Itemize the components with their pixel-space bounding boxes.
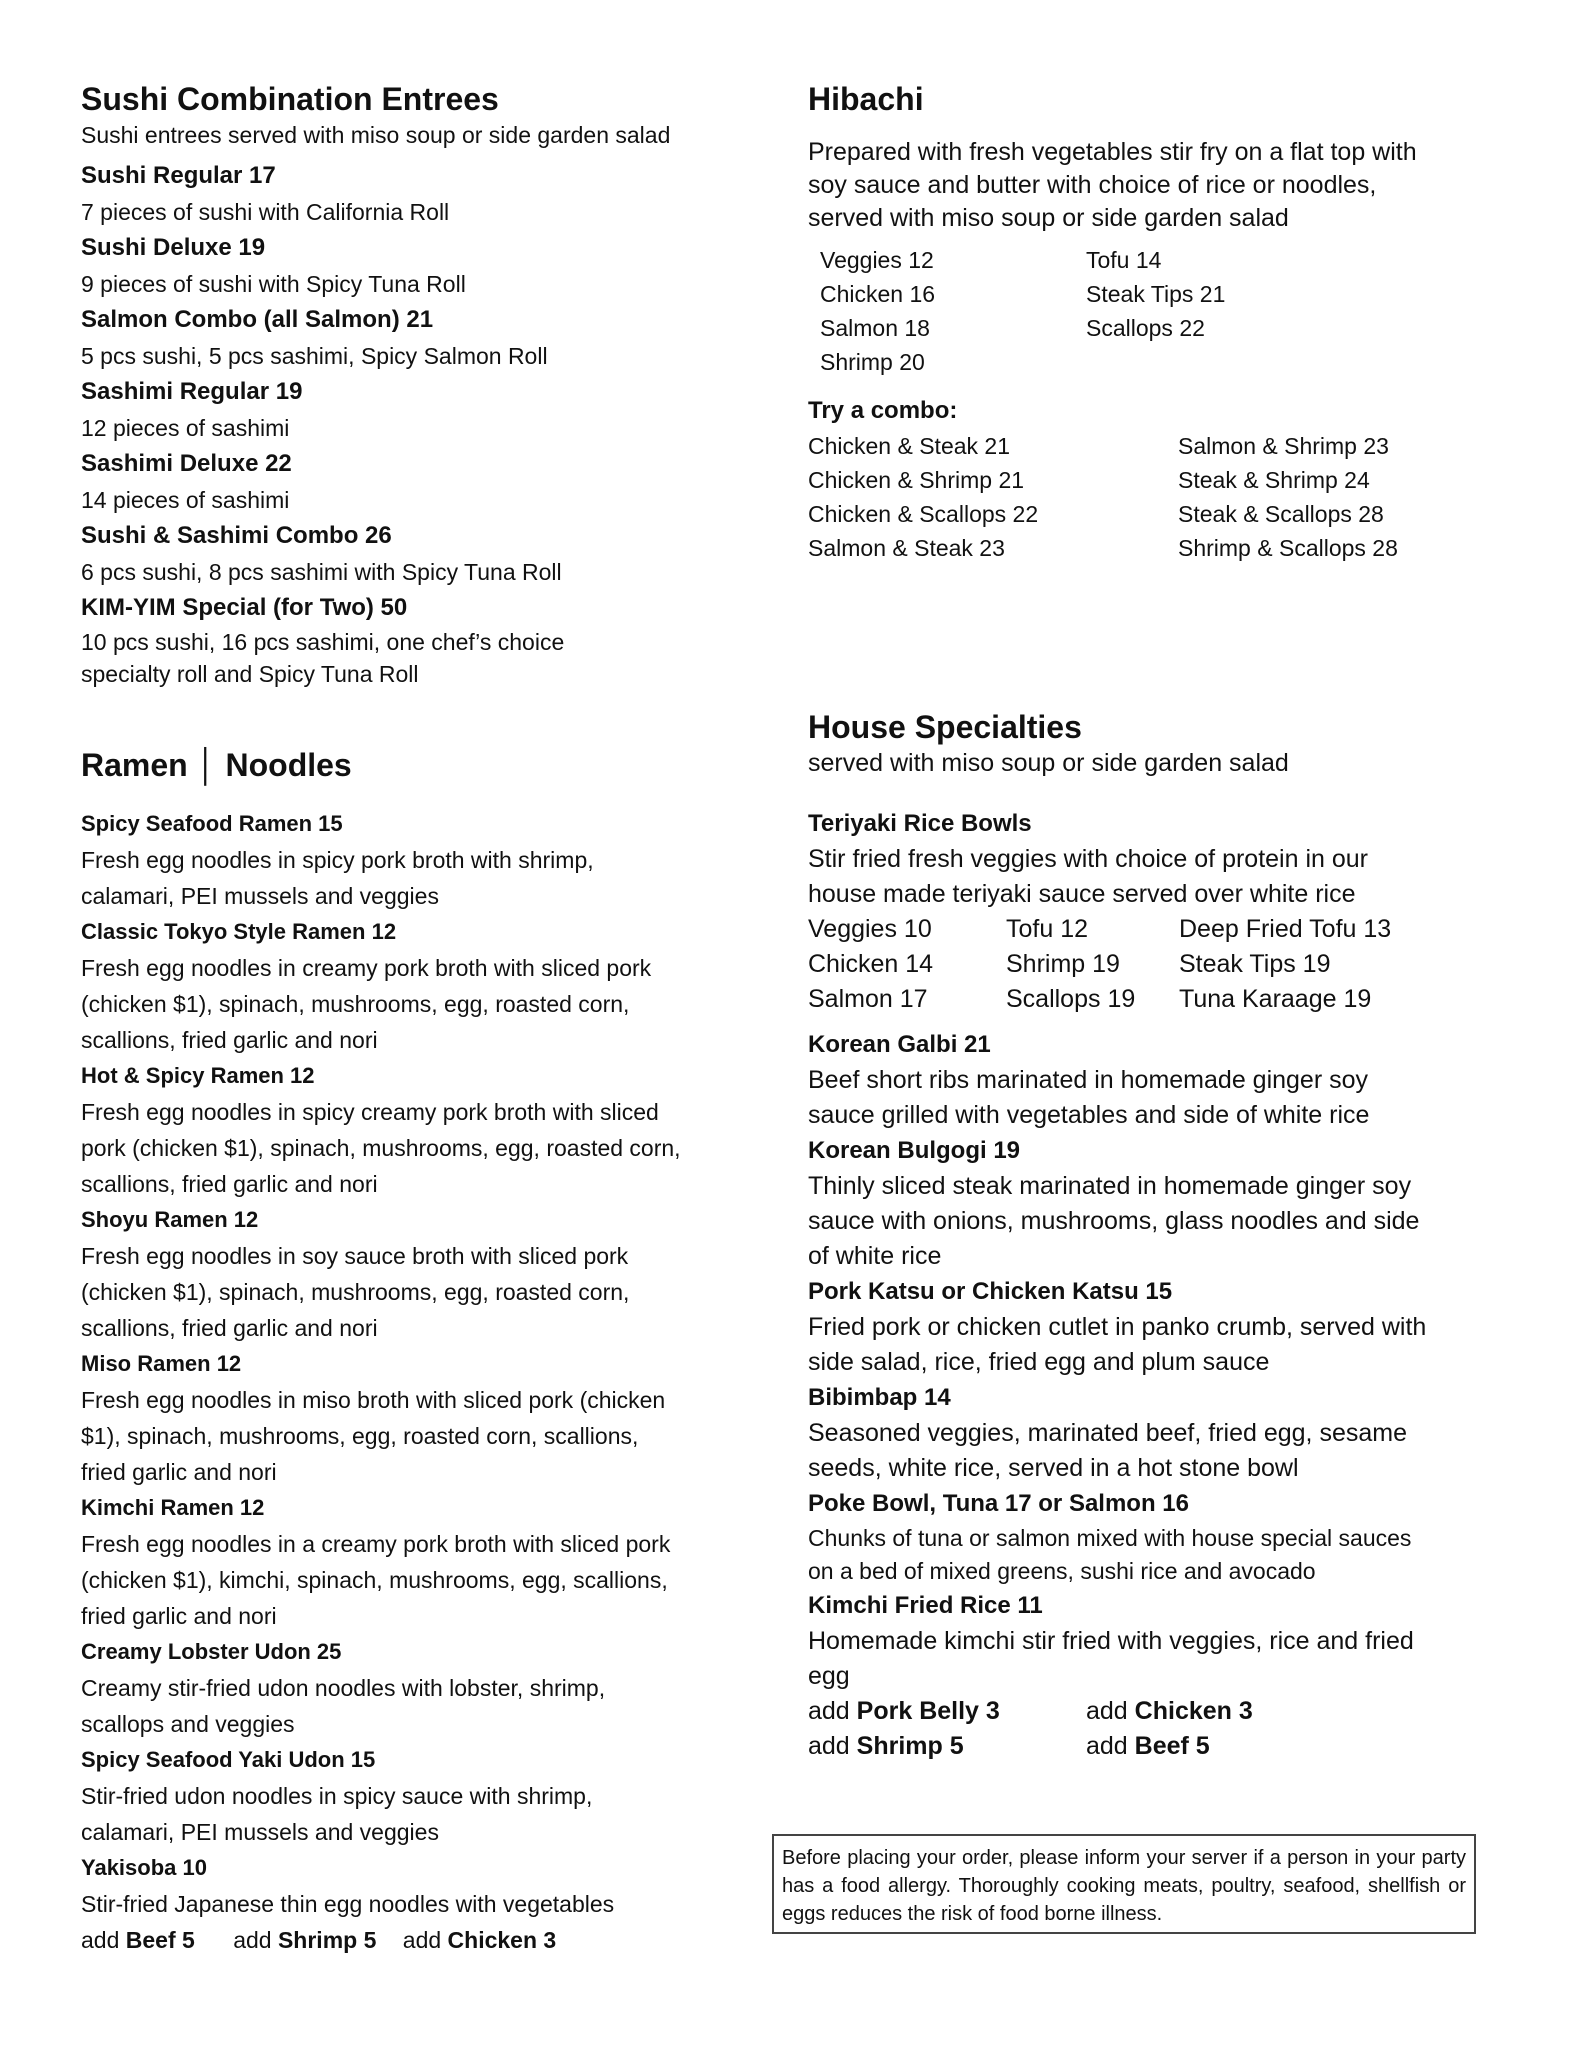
addon-item: Shrimp 5: [856, 1732, 964, 1760]
addon-prefix: add: [81, 1927, 126, 1953]
item-name: Kimchi Fried Rice 11: [808, 1592, 1043, 1619]
option: Shrimp 19: [1006, 950, 1120, 978]
teriyaki-name: Teriyaki Rice Bowls: [808, 810, 1032, 837]
item-desc: 5 pcs sushi, 5 pcs sashimi, Spicy Salmon Roll: [81, 343, 548, 369]
addon-item: Shrimp 5: [277, 1927, 377, 1953]
combo: Steak & Shrimp 24: [1178, 467, 1370, 493]
item-name: Pork Katsu or Chicken Katsu 15: [808, 1278, 1173, 1305]
ramen-title: Ramen │ Noodles: [81, 747, 352, 783]
addon-prefix: add: [1086, 1732, 1135, 1760]
option: Veggies 12: [820, 247, 934, 273]
option: Deep Fried Tofu 13: [1179, 915, 1392, 943]
item-name: Bibimbap 14: [808, 1384, 951, 1411]
option: Tuna Karaage 19: [1179, 985, 1372, 1013]
addon-item: Beef 5: [125, 1927, 195, 1953]
teriyaki-desc: Stir fried fresh veggies with choice of protein in our house made teriyaki sauce served over white rice: [808, 845, 1368, 908]
item-name: Sashimi Regular 19: [81, 378, 303, 405]
menu-item: [81, 806, 681, 914]
menu-item: [81, 1742, 681, 1850]
sushi-subtitle: Sushi entrees served with miso soup or side garden salad: [81, 122, 671, 148]
item-name: Hot & Spicy Ramen 12: [81, 1063, 315, 1088]
item-name: Sushi Regular 17: [81, 162, 276, 189]
menu-item: [808, 1588, 1428, 1694]
left-column: [81, 78, 781, 1958]
item-desc: 12 pieces of sashimi: [81, 415, 290, 441]
menu-item: [81, 374, 781, 446]
item-desc: Fresh egg noodles in spicy creamy pork broth with sliced pork (chicken $1), spinach, mushrooms, egg, roasted corn, scallions, fried garlic and nori: [81, 1099, 681, 1197]
option: Chicken 14: [808, 950, 934, 978]
item-desc: 6 pcs sushi, 8 pcs sashimi with Spicy Tuna Roll: [81, 559, 562, 585]
ramen-addons: [81, 1922, 781, 1958]
option: Steak Tips 19: [1179, 950, 1331, 978]
item-name: Spicy Seafood Ramen 15: [81, 811, 343, 836]
combo: Salmon & Shrimp 23: [1178, 433, 1389, 459]
item-desc: 14 pieces of sashimi: [81, 487, 290, 513]
item-name: Creamy Lobster Udon 25: [81, 1639, 342, 1664]
combo: Steak & Scallops 28: [1178, 501, 1384, 527]
addon-prefix: add: [808, 1697, 857, 1725]
menu-item: [81, 518, 781, 590]
addon-prefix: add: [402, 1927, 448, 1953]
item-name: Poke Bowl, Tuna 17 or Salmon 16: [808, 1490, 1189, 1517]
item-desc: Beef short ribs marinated in homemade ginger soy sauce grilled with vegetables and side of white rice: [808, 1066, 1370, 1129]
sushi-section: [81, 78, 781, 690]
item-desc: Fresh egg noodles in soy sauce broth with sliced pork (chicken $1), spinach, mushrooms, egg, roasted corn, scallions, fried garlic and nori: [81, 1243, 630, 1341]
option: Scallops 19: [1006, 985, 1136, 1013]
menu-item: [808, 1380, 1428, 1486]
option: Scallops 22: [1086, 315, 1205, 341]
combo: Salmon & Steak 23: [808, 535, 1005, 561]
item-desc: Stir-fried udon noodles in spicy sauce with shrimp, calamari, PEI mussels and veggies: [81, 1783, 593, 1845]
menu-item: [808, 1274, 1428, 1380]
menu-item: [81, 1634, 681, 1742]
item-desc: Fried pork or chicken cutlet in panko crumb, served with side salad, rice, fried egg and plum sauce: [808, 1313, 1427, 1376]
addon-prefix: add: [233, 1927, 278, 1953]
right-column: [808, 78, 1508, 1760]
item-name: KIM-YIM Special (for Two) 50: [81, 594, 408, 621]
item-name: Kimchi Ramen 12: [81, 1495, 265, 1520]
item-desc: Stir-fried Japanese thin egg noodles with vegetables: [81, 1891, 615, 1917]
item-desc: Seasoned veggies, marinated beef, fried egg, sesame seeds, white rice, served in a hot stone bowl: [808, 1419, 1407, 1482]
addon-prefix: add: [1086, 1697, 1135, 1725]
hibachi-options: [808, 243, 1508, 379]
item-desc: 10 pcs sushi, 16 pcs sashimi, one chef’s choice specialty roll and Spicy Tuna Roll: [81, 629, 565, 687]
menu-item: [808, 1486, 1428, 1588]
item-name: Miso Ramen 12: [81, 1351, 242, 1376]
menu-item: [81, 1346, 681, 1490]
combo: Chicken & Steak 21: [808, 433, 1011, 459]
item-name: Korean Galbi 21: [808, 1031, 991, 1058]
item-name: Shoyu Ramen 12: [81, 1207, 259, 1232]
item-desc: Creamy stir-fried udon noodles with lobster, shrimp, scallops and veggies: [81, 1675, 606, 1737]
house-subtitle: served with miso soup or side garden salad: [808, 749, 1289, 777]
item-name: Sashimi Deluxe 22: [81, 450, 292, 477]
menu-item: [81, 158, 781, 230]
option: Tofu 14: [1086, 247, 1162, 273]
item-name: Yakisoba 10: [81, 1855, 207, 1880]
combo-options: [808, 429, 1508, 565]
menu-item: [81, 1490, 681, 1634]
house-addons: [808, 1694, 1508, 1764]
item-desc: Fresh egg noodles in a creamy pork broth with sliced pork (chicken $1), kimchi, spinach, mushrooms, egg, scallions, fried garlic and nori: [81, 1531, 671, 1629]
option: [1086, 345, 1346, 379]
menu-item: [808, 1133, 1428, 1274]
addon-item: Chicken 3: [1134, 1697, 1253, 1725]
ramen-section: [81, 744, 781, 1958]
item-desc: 7 pieces of sushi with California Roll: [81, 199, 450, 225]
menu-item: [81, 230, 781, 302]
menu-item: [81, 590, 781, 690]
option: Salmon 18: [820, 315, 930, 341]
item-name: Korean Bulgogi 19: [808, 1137, 1021, 1164]
item-name: Classic Tokyo Style Ramen 12: [81, 919, 397, 944]
item-desc: Fresh egg noodles in creamy pork broth with sliced pork (chicken $1), spinach, mushrooms, egg, roasted corn, scallions, fried garlic and nori: [81, 955, 652, 1053]
option: Shrimp 20: [820, 349, 925, 375]
addon-prefix: add: [808, 1732, 857, 1760]
menu-item: [81, 914, 681, 1058]
menu-item: [81, 1058, 681, 1202]
option: Steak Tips 21: [1086, 281, 1226, 307]
allergy-notice: Before placing your order, please inform your server if a person in your party has a food allergy. Thoroughly cooking meats, poultry, seafood, shellfish or eggs reduces the risk of food borne illness.: [772, 1834, 1476, 1934]
hibachi-title: Hibachi: [808, 81, 924, 117]
sushi-title: Sushi Combination Entrees: [81, 81, 499, 117]
item-desc: Fresh egg noodles in spicy pork broth with shrimp, calamari, PEI mussels and veggies: [81, 847, 594, 909]
item-desc: 9 pieces of sushi with Spicy Tuna Roll: [81, 271, 466, 297]
hibachi-desc: Prepared with fresh vegetables stir fry on a flat top with soy sauce and butter with choice of rice or noodles, served with miso soup or side garden salad: [808, 138, 1417, 232]
teriyaki-options: [808, 912, 1508, 1017]
option: Tofu 12: [1006, 915, 1089, 943]
item-desc: Chunks of tuna or salmon mixed with house special sauces on a bed of mixed greens, sushi rice and avocado: [808, 1525, 1412, 1584]
option: Veggies 10: [808, 915, 932, 943]
item-name: Salmon Combo (all Salmon) 21: [81, 306, 434, 333]
house-section: [808, 706, 1508, 1764]
item-name: Sushi Deluxe 19: [81, 234, 266, 261]
item-desc: Thinly sliced steak marinated in homemade ginger soy sauce with onions, mushrooms, glass noodles and side of white rice: [808, 1172, 1420, 1270]
combo-label: Try a combo:: [808, 397, 958, 424]
house-title: House Specialties: [808, 709, 1082, 745]
item-desc: Fresh egg noodles in miso broth with sliced pork (chicken $1), spinach, mushrooms, egg, roasted corn, scallions, fried garlic and nori: [81, 1387, 666, 1485]
item-name: Spicy Seafood Yaki Udon 15: [81, 1747, 376, 1772]
addon-item: Beef 5: [1134, 1732, 1210, 1760]
menu-item: [81, 446, 781, 518]
menu-item: [81, 1202, 681, 1346]
item-desc: Homemade kimchi stir fried with veggies, rice and fried egg: [808, 1627, 1414, 1690]
combo: Chicken & Shrimp 21: [808, 467, 1025, 493]
menu-item: [81, 1850, 681, 1922]
addon-item: Chicken 3: [447, 1927, 557, 1953]
addon-item: Pork Belly 3: [856, 1697, 1000, 1725]
menu-item: [81, 302, 781, 374]
combo: Chicken & Scallops 22: [808, 501, 1039, 527]
item-name: Sushi & Sashimi Combo 26: [81, 522, 392, 549]
combo: Shrimp & Scallops 28: [1178, 535, 1398, 561]
hibachi-section: [808, 78, 1508, 565]
option: Chicken 16: [820, 281, 936, 307]
option: Salmon 17: [808, 985, 928, 1013]
menu-item: [808, 1027, 1428, 1133]
